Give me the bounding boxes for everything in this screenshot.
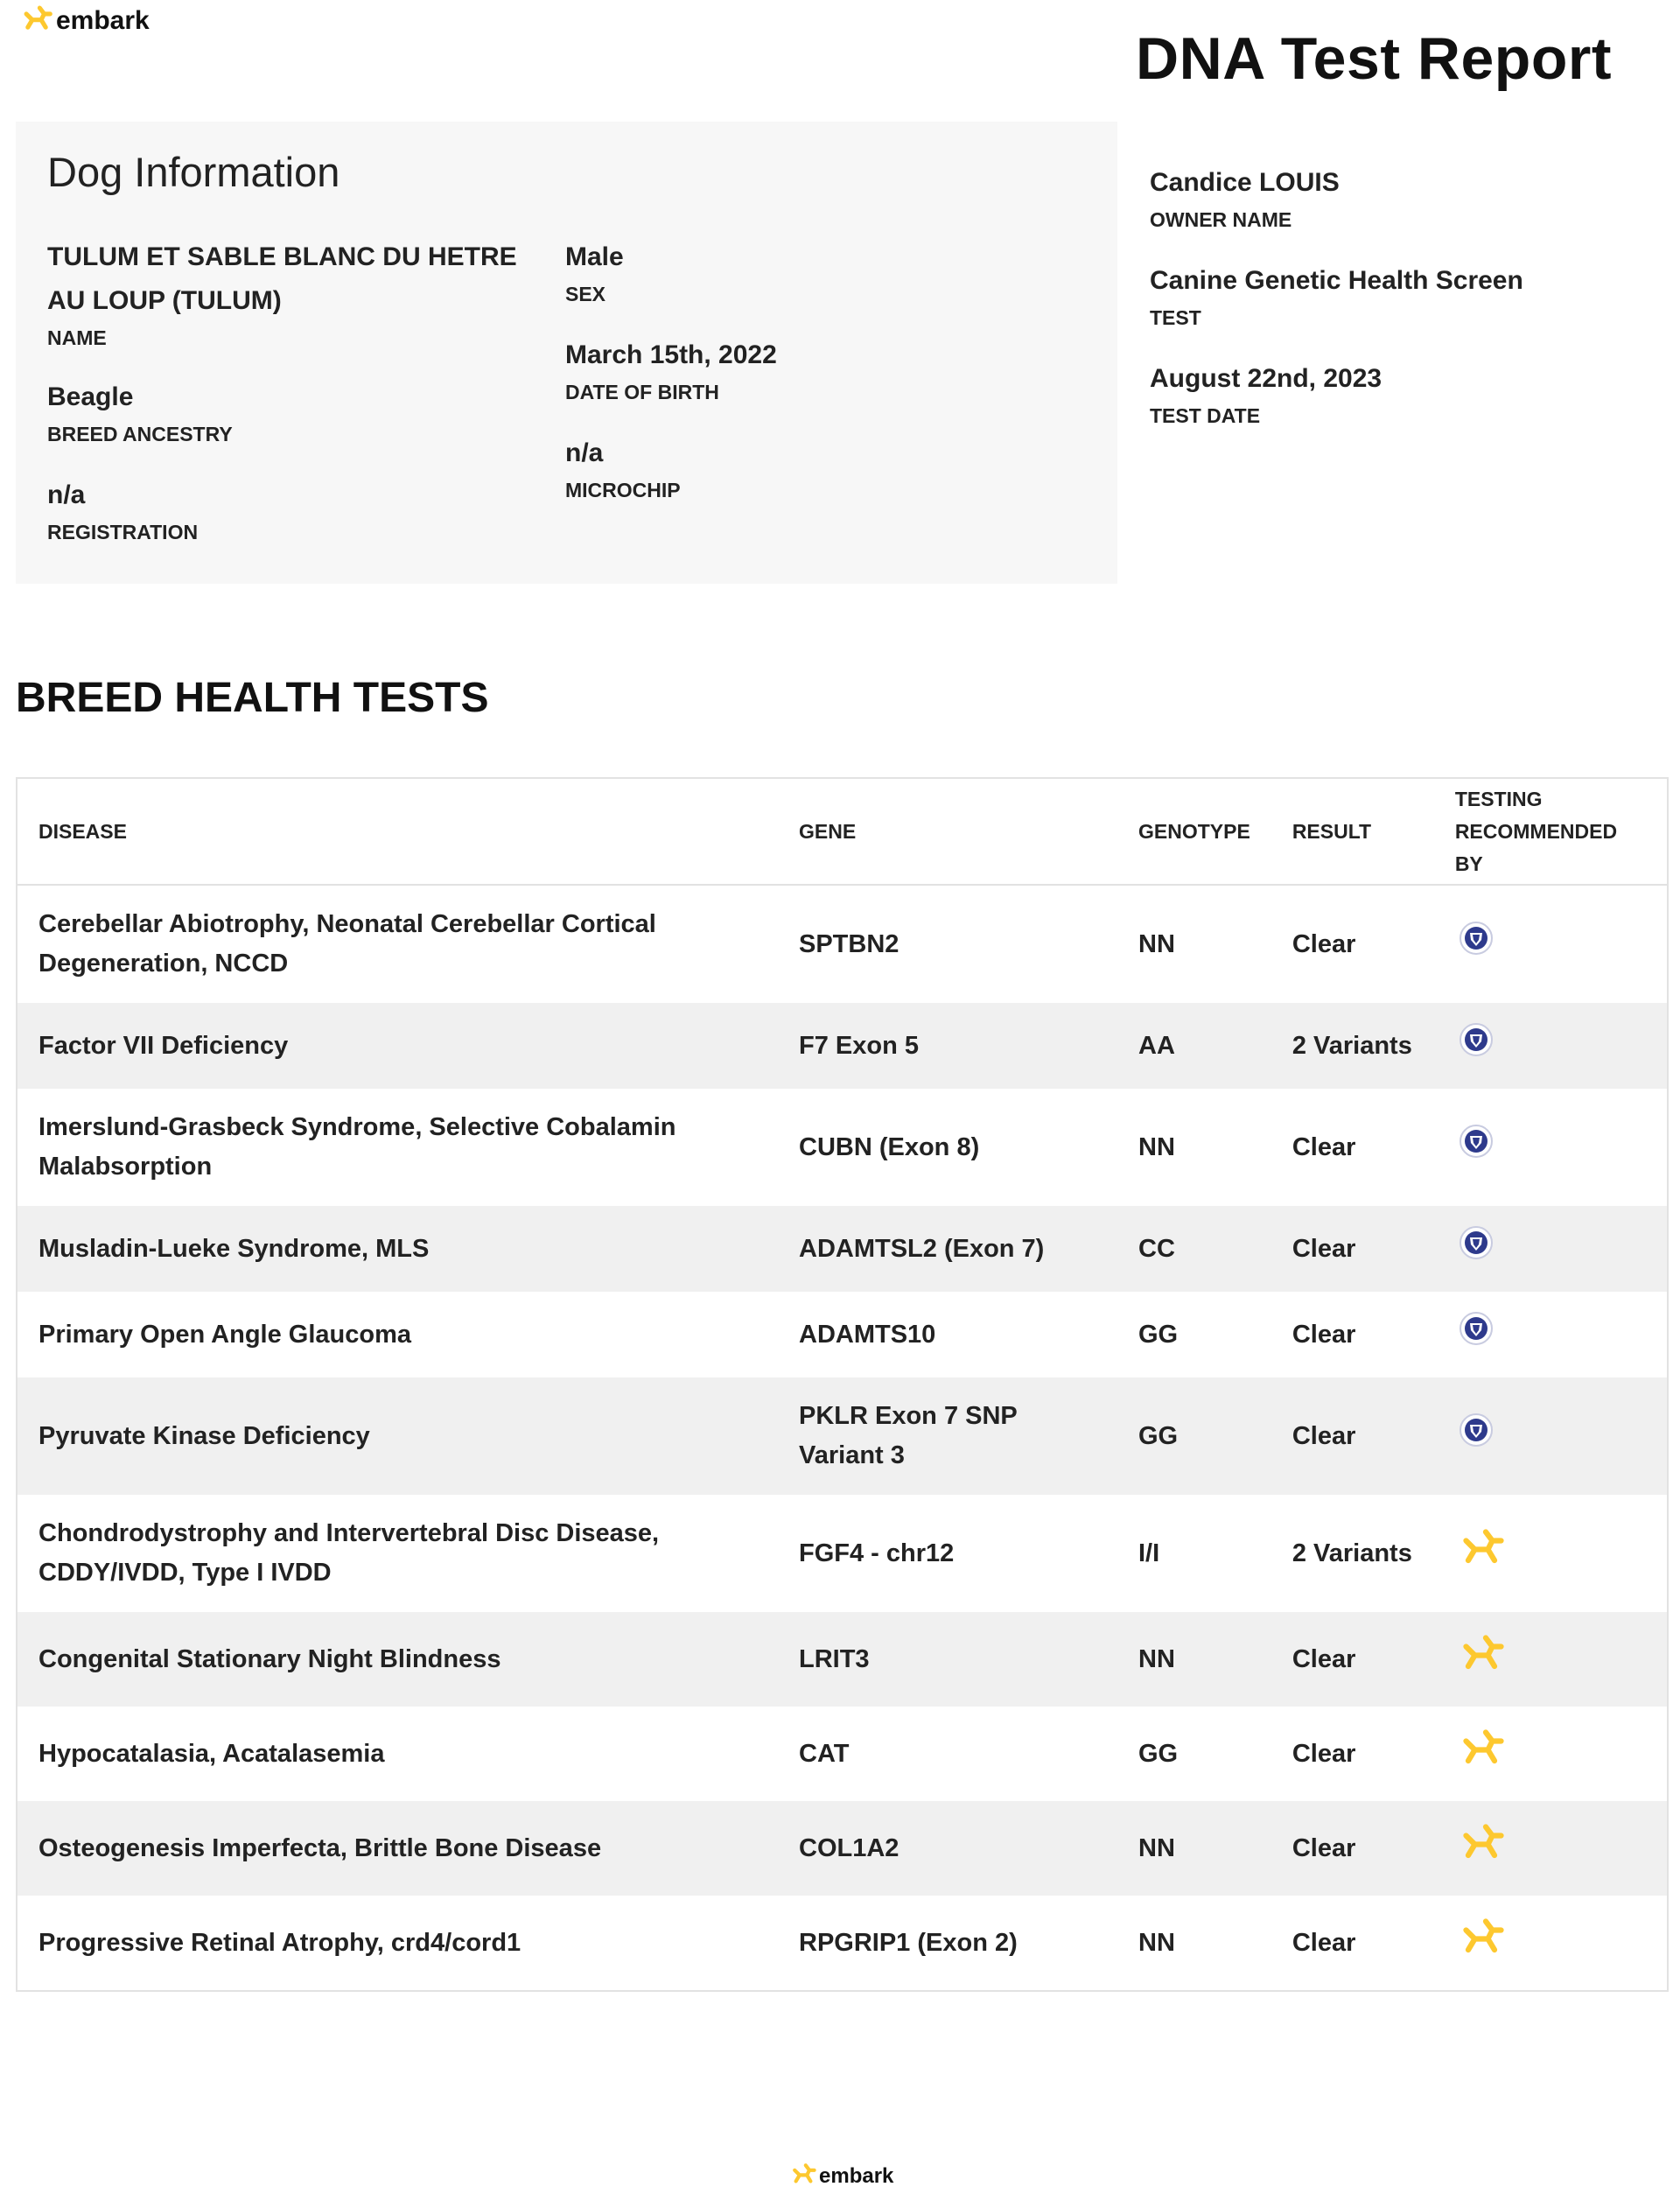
recommended-by-cell bbox=[1434, 1206, 1668, 1292]
gene-cell: CUBN (Exon 8) bbox=[778, 1089, 1117, 1206]
test-label: TEST bbox=[1150, 306, 1201, 329]
table-row bbox=[17, 1089, 1668, 1206]
panel-heading: Dog Information bbox=[47, 149, 340, 195]
recommended-by-cell bbox=[1434, 1707, 1668, 1801]
ofa-seal-icon bbox=[1459, 1124, 1494, 1171]
genotype-cell: NN bbox=[1117, 1612, 1271, 1707]
genotype-cell: NN bbox=[1117, 885, 1271, 1003]
brand-name: embark bbox=[56, 5, 150, 35]
header-disease: DISEASE bbox=[17, 778, 778, 885]
test-field bbox=[1150, 259, 1523, 330]
gene-cell: LRIT3 bbox=[778, 1612, 1117, 1707]
genotype-cell: NN bbox=[1117, 1801, 1271, 1896]
embark-dog-icon bbox=[789, 2162, 817, 2190]
table-header-row bbox=[17, 778, 1668, 885]
table-row bbox=[17, 1896, 1668, 1991]
recommended-by-cell bbox=[1434, 1377, 1668, 1495]
result-cell: Clear bbox=[1271, 1377, 1434, 1495]
gene-cell: ADAMTS10 bbox=[778, 1292, 1117, 1377]
sex-value: Male bbox=[565, 242, 624, 271]
disease-cell: Progressive Retinal Atrophy, crd4/cord1 bbox=[17, 1896, 778, 1991]
owner-name-value: Candice LOUIS bbox=[1150, 168, 1340, 197]
dog-name-field bbox=[47, 235, 537, 350]
table-row bbox=[17, 885, 1668, 1003]
test-date-label: TEST DATE bbox=[1150, 404, 1261, 427]
embark-logo bbox=[19, 4, 150, 38]
ofa-seal-icon bbox=[1459, 1311, 1494, 1358]
header-result: RESULT bbox=[1271, 778, 1434, 885]
result-cell: Clear bbox=[1271, 1801, 1434, 1896]
result-cell: Clear bbox=[1271, 1707, 1434, 1801]
disease-cell: Imerslund-Grasbeck Syndrome, Selective Cobalamin Malabsorption bbox=[17, 1089, 778, 1206]
disease-cell: Osteogenesis Imperfecta, Brittle Bone Disease bbox=[17, 1801, 778, 1896]
result-cell: Clear bbox=[1271, 1292, 1434, 1377]
disease-cell: Factor VII Deficiency bbox=[17, 1003, 778, 1089]
recommended-by-cell bbox=[1434, 1801, 1668, 1896]
brand-name: embark bbox=[819, 2163, 894, 2188]
test-date-field bbox=[1150, 357, 1382, 428]
dob-value: March 15th, 2022 bbox=[565, 340, 777, 369]
gene-cell: SPTBN2 bbox=[778, 885, 1117, 1003]
gene-cell: F7 Exon 5 bbox=[778, 1003, 1117, 1089]
microchip-field bbox=[565, 431, 681, 502]
embark-icon bbox=[1455, 1915, 1508, 1971]
genotype-cell: GG bbox=[1117, 1707, 1271, 1801]
table-row bbox=[17, 1612, 1668, 1707]
ofa-seal-icon bbox=[1459, 1022, 1494, 1069]
sex-field bbox=[565, 235, 624, 306]
owner-name-field bbox=[1150, 161, 1340, 232]
table-row bbox=[17, 1707, 1668, 1801]
microchip-label: MICROCHIP bbox=[565, 479, 681, 501]
owner-name-label: OWNER NAME bbox=[1150, 208, 1292, 231]
table-row bbox=[17, 1292, 1668, 1377]
genotype-cell: NN bbox=[1117, 1896, 1271, 1991]
dob-field bbox=[565, 333, 777, 404]
gene-cell: ADAMTSL2 (Exon 7) bbox=[778, 1206, 1117, 1292]
disease-cell: Hypocatalasia, Acatalasemia bbox=[17, 1707, 778, 1801]
section-title: BREED HEALTH TESTS bbox=[16, 675, 489, 721]
recommended-by-cell bbox=[1434, 1495, 1668, 1612]
registration-field bbox=[47, 473, 198, 544]
header-gene: GENE bbox=[778, 778, 1117, 885]
result-cell: Clear bbox=[1271, 1612, 1434, 1707]
table-row bbox=[17, 1801, 1668, 1896]
registration-value: n/a bbox=[47, 480, 86, 509]
table-row bbox=[17, 1206, 1668, 1292]
gene-cell: RPGRIP1 (Exon 2) bbox=[778, 1896, 1117, 1991]
genotype-cell: NN bbox=[1117, 1089, 1271, 1206]
dog-name-label: NAME bbox=[47, 326, 107, 349]
registration-label: REGISTRATION bbox=[47, 521, 199, 543]
result-cell: 2 Variants bbox=[1271, 1495, 1434, 1612]
recommended-by-cell bbox=[1434, 1896, 1668, 1991]
recommended-by-cell bbox=[1434, 1612, 1668, 1707]
recommended-by-cell bbox=[1434, 1292, 1668, 1377]
recommended-by-cell bbox=[1434, 885, 1668, 1003]
embark-icon bbox=[1455, 1525, 1508, 1581]
dog-name-value: TULUM ET SABLE BLANC DU HETRE AU LOUP (TULUM) bbox=[47, 242, 517, 315]
header-testing-recommended-by: TESTING RECOMMENDED BY bbox=[1434, 778, 1668, 885]
gene-cell: FGF4 - chr12 bbox=[778, 1495, 1117, 1612]
embark-footer-logo bbox=[789, 2162, 893, 2190]
gene-cell: PKLR Exon 7 SNP Variant 3 bbox=[778, 1377, 1117, 1495]
genotype-cell: I/I bbox=[1117, 1495, 1271, 1612]
result-cell: Clear bbox=[1271, 1896, 1434, 1991]
disease-cell: Pyruvate Kinase Deficiency bbox=[17, 1377, 778, 1495]
disease-cell: Primary Open Angle Glaucoma bbox=[17, 1292, 778, 1377]
result-cell: Clear bbox=[1271, 885, 1434, 1003]
embark-icon bbox=[1455, 1820, 1508, 1876]
ofa-seal-icon bbox=[1459, 921, 1494, 968]
table-row bbox=[17, 1495, 1668, 1612]
dob-label: DATE OF BIRTH bbox=[565, 381, 719, 403]
genotype-cell: GG bbox=[1117, 1377, 1271, 1495]
dog-information-panel bbox=[16, 122, 1117, 584]
result-cell: Clear bbox=[1271, 1206, 1434, 1292]
result-cell: 2 Variants bbox=[1271, 1003, 1434, 1089]
header-genotype: GENOTYPE bbox=[1117, 778, 1271, 885]
result-cell: Clear bbox=[1271, 1089, 1434, 1206]
genotype-cell: CC bbox=[1117, 1206, 1271, 1292]
embark-icon bbox=[1455, 1726, 1508, 1782]
disease-cell: Musladin-Lueke Syndrome, MLS bbox=[17, 1206, 778, 1292]
table-row bbox=[17, 1377, 1668, 1495]
breed-label: BREED ANCESTRY bbox=[47, 423, 233, 445]
sex-label: SEX bbox=[565, 283, 606, 305]
microchip-value: n/a bbox=[565, 438, 604, 467]
disease-cell: Congenital Stationary Night Blindness bbox=[17, 1612, 778, 1707]
disease-cell: Chondrodystrophy and Intervertebral Disc Disease, CDDY/IVDD, Type I IVDD bbox=[17, 1495, 778, 1612]
recommended-by-cell bbox=[1434, 1089, 1668, 1206]
health-tests-table bbox=[16, 777, 1669, 1992]
genotype-cell: GG bbox=[1117, 1292, 1271, 1377]
breed-value: Beagle bbox=[47, 382, 134, 411]
table-row bbox=[17, 1003, 1668, 1089]
breed-field bbox=[47, 375, 233, 446]
recommended-by-cell bbox=[1434, 1003, 1668, 1089]
disease-cell: Cerebellar Abiotrophy, Neonatal Cerebellar Cortical Degeneration, NCCD bbox=[17, 885, 778, 1003]
embark-dog-icon bbox=[19, 4, 54, 38]
gene-cell: COL1A2 bbox=[778, 1801, 1117, 1896]
ofa-seal-icon bbox=[1459, 1412, 1494, 1460]
report-title: DNA Test Report bbox=[1136, 25, 1612, 92]
test-value: Canine Genetic Health Screen bbox=[1150, 266, 1523, 295]
test-date-value: August 22nd, 2023 bbox=[1150, 364, 1382, 393]
embark-icon bbox=[1455, 1631, 1508, 1687]
gene-cell: CAT bbox=[778, 1707, 1117, 1801]
genotype-cell: AA bbox=[1117, 1003, 1271, 1089]
ofa-seal-icon bbox=[1459, 1225, 1494, 1272]
